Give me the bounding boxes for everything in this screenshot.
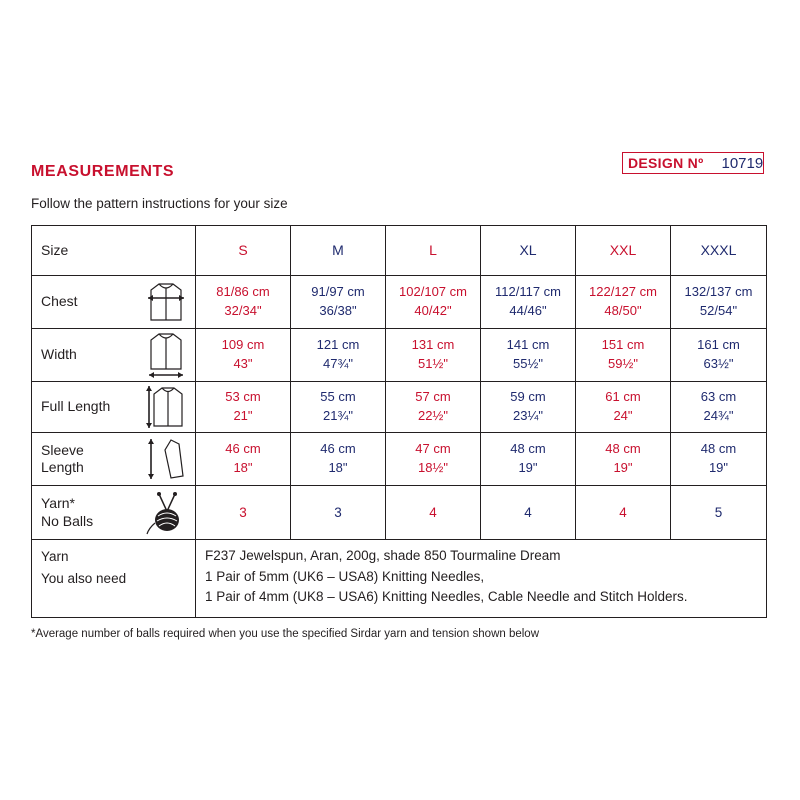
- measurements-table: [31, 225, 767, 618]
- chest-width-garment-icon: [145, 280, 187, 324]
- table-row: Sleeve Length 46 cm 18" 46 cm 18" 47 cm 18½" 48 cm 19" 48 cm 19" 48 cm 19": [32, 433, 767, 486]
- size-col-xl: XL: [481, 226, 576, 276]
- size-label: Size: [32, 226, 196, 276]
- table-row: Yarn* No Balls 3 3 4 4 4 5: [32, 486, 767, 540]
- yarn-detail-line: F237 Jewelspun, Aran, 200g, shade 850 Tourmaline Dream: [205, 548, 561, 563]
- needles-detail-line: 1 Pair of 5mm (UK6 – USA8) Knitting Needles,: [205, 568, 485, 584]
- design-label: DESIGN Nº: [628, 155, 704, 171]
- row-label-chest: Chest: [32, 276, 196, 329]
- page-title: MEASUREMENTS: [31, 163, 175, 180]
- yarn-details-row: [32, 540, 767, 618]
- table-row: Full Length 53 cm 21" 55 cm 21¾" 57 cm 22½" 59 cm 23¼" 61 cm 24" 63 cm 24¾": [32, 382, 767, 433]
- design-number: 10719: [721, 154, 764, 172]
- row-label-yarn-balls: Yarn* No Balls: [32, 486, 196, 540]
- yarn-labels: [32, 540, 196, 618]
- row-label-width: Width: [32, 329, 196, 382]
- row-label-sleeve-length: Sleeve Length: [32, 433, 196, 486]
- yarn-label: Yarn: [41, 549, 69, 564]
- width-garment-icon: [145, 331, 187, 379]
- yarn-ball-needles-icon: [145, 490, 187, 536]
- table-row: Chest 81/86 cm 32/34" 91/97 cm 36/38" 102/107 cm 40/42" 112/117 cm 44/46" 122/127 cm 48/50" 132/137 cm 52/54": [32, 276, 767, 329]
- also-need-label: You also need: [41, 571, 127, 586]
- row-label-full-length: Full Length: [32, 382, 196, 433]
- full-length-garment-icon: [145, 384, 187, 430]
- sleeve-length-icon: [145, 436, 187, 482]
- size-col-s: S: [196, 226, 291, 276]
- size-col-l: L: [386, 226, 481, 276]
- size-col-xxl: XXL: [576, 226, 671, 276]
- instructions-text: Follow the pattern instructions for your size: [31, 196, 288, 211]
- table-row: Width 109 cm 43" 121 cm 47¾" 131 cm 51½" 141 cm 55½" 151 cm 59½" 161 cm 63½": [32, 329, 767, 382]
- design-number-box: [622, 152, 764, 174]
- size-col-m: M: [291, 226, 386, 276]
- size-header-row: [32, 226, 767, 276]
- yarn-details: [196, 540, 767, 618]
- size-col-xxxl: XXXL: [671, 226, 767, 276]
- footnote: *Average number of balls required when you use the specified Sirdar yarn and tension shown below: [31, 628, 540, 640]
- needles-detail-line: 1 Pair of 4mm (UK8 – USA6) Knitting Needles, Cable Needle and Stitch Holders.: [205, 589, 688, 604]
